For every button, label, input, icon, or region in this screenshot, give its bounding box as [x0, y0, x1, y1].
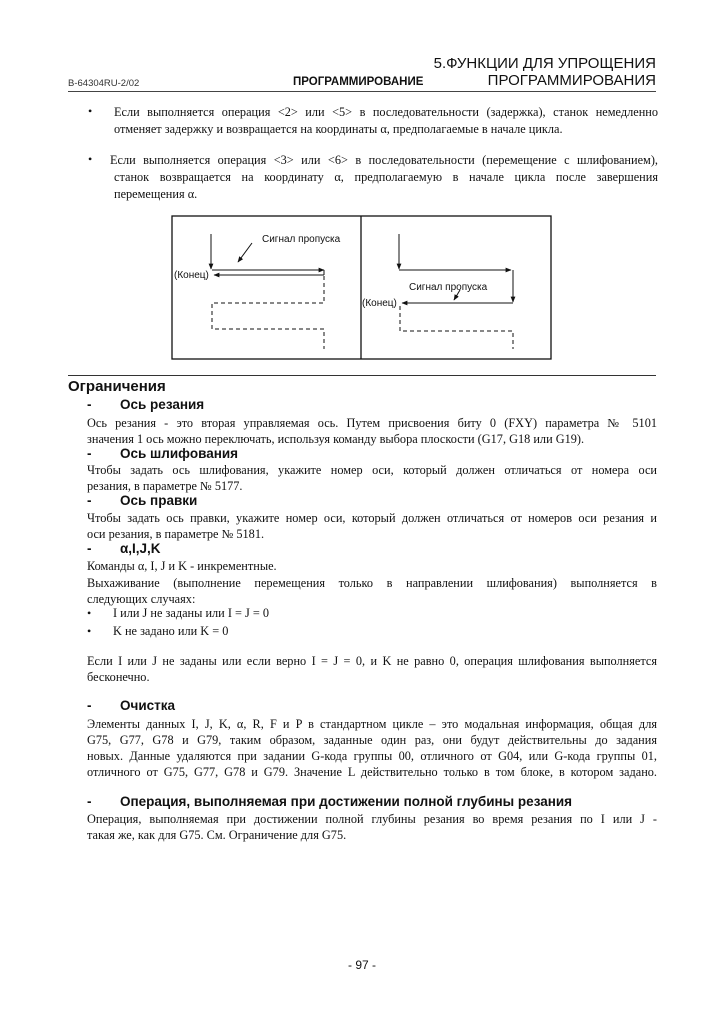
- dress-axis-text: оси резания, в параметре № 5181.: [87, 527, 265, 541]
- full-depth-text: Операция, выполняемая при достижении полной глубины резания во время резания по I или J -: [87, 812, 657, 826]
- section-title: ПРОГРАММИРОВАНИЕ: [293, 76, 424, 88]
- aijk-text: Выхаживание (выполнение перемещения только в направлении шлифования) выполняется в: [87, 576, 657, 590]
- planned-path-dashed: [400, 306, 513, 349]
- clear-text: новых. Данные удаляются при задании G-кода группы 00, отличного от G04, или G-кода группы 01,: [87, 749, 657, 763]
- aijk-text: Команды α, I, J и K - инкрементные.: [87, 559, 277, 573]
- heading-aijk: - α,I,J,K: [87, 541, 161, 556]
- chapter-title-line1: 5.ФУНКЦИИ ДЛЯ УПРОЩЕНИЯ: [433, 55, 656, 72]
- full-depth-text: такая же, как для G75. См. Ограничение для G75.: [87, 828, 347, 842]
- bullet-icon: •: [87, 624, 92, 638]
- heading-cut-axis: - Ось резания: [87, 397, 205, 412]
- bullet-text-line: отменяет задержку и возвращается на координаты α, предполагаемые в начале цикла.: [114, 122, 563, 136]
- heading-grind-axis: - Ось шлифования: [87, 446, 239, 461]
- document-code: B-64304RU-2/02: [68, 78, 140, 89]
- grind-axis-text: Чтобы задать ось шлифования, укажите номер оси, который должен отличаться от номера оси: [87, 463, 657, 477]
- section-rule: [68, 375, 656, 376]
- planned-path-dashed: [212, 276, 324, 349]
- heading-full-depth: - Операция, выполняемая при достижении полной глубины резания: [87, 794, 573, 809]
- chapter-title-line2: ПРОГРАММИРОВАНИЯ: [487, 72, 656, 89]
- aijk-note: Если I или J не заданы или если верно I = J = 0, и K не равно 0, операция шлифования выполняется: [87, 654, 657, 668]
- left-signal-label: Сигнал пропуска: [262, 234, 341, 245]
- heading-clear: - Очистка: [87, 698, 176, 713]
- clear-text: G75, G77, G78 и G79, таким образом, заданные один раз, они будут действительны до задания: [87, 733, 657, 747]
- page-number: - 97 -: [347, 958, 376, 972]
- grind-axis-text: резания, в параметре № 5177.: [87, 479, 243, 493]
- heading-dress-axis: - Ось правки: [87, 493, 198, 508]
- signal-pointer-arrow: [238, 243, 252, 262]
- bullet-text-line: Если выполняется операция <3> или <6> в последовательности (перемещение с шлифованием),: [110, 153, 658, 167]
- aijk-bullet: I или J не заданы или I = J = 0: [113, 606, 270, 620]
- bullet-icon: •: [87, 606, 92, 620]
- bullet-text-line: Если выполняется операция <2> или <5> в последовательности (задержка), станок немедленно: [114, 105, 658, 119]
- cut-axis-text: значения 1 ось можно переключать, используя команду выбора плоскости (G17, G18 или G19).: [87, 432, 585, 446]
- left-panel-path: [211, 234, 324, 349]
- clear-text: отличного от G75, G77, G78 и G79. Значение L действительно только в том блоке, в котором задано.: [87, 765, 657, 779]
- left-end-label: (Конец): [174, 270, 209, 281]
- clear-text: Элементы данных I, J, K, α, R, F и P в стандартном цикле – это модальная информация, общая для: [87, 717, 657, 731]
- bullet-text-line: станок возвращается на координату α, предполагаемую в начале цикла после завершения: [114, 170, 658, 184]
- right-signal-label: Сигнал пропуска: [409, 282, 488, 293]
- bullet-icon: •: [88, 104, 93, 118]
- bullet-text-line: перемещения α.: [114, 187, 198, 201]
- dress-axis-text: Чтобы задать ось правки, укажите номер оси, который должен отличаться от номеров оси резания и: [87, 511, 657, 525]
- restrictions-title: Ограничения: [68, 378, 166, 395]
- bullet-icon: •: [88, 152, 93, 166]
- aijk-note: бесконечно.: [87, 670, 150, 684]
- aijk-text: следующих случаях:: [87, 592, 196, 606]
- cut-axis-text: Ось резания - это вторая управляемая ось. Путем присвоения биту 0 (FXY) параметра № 5101: [87, 416, 657, 430]
- right-end-label: (Конец): [362, 298, 397, 309]
- aijk-bullet: K не задано или K = 0: [113, 624, 229, 638]
